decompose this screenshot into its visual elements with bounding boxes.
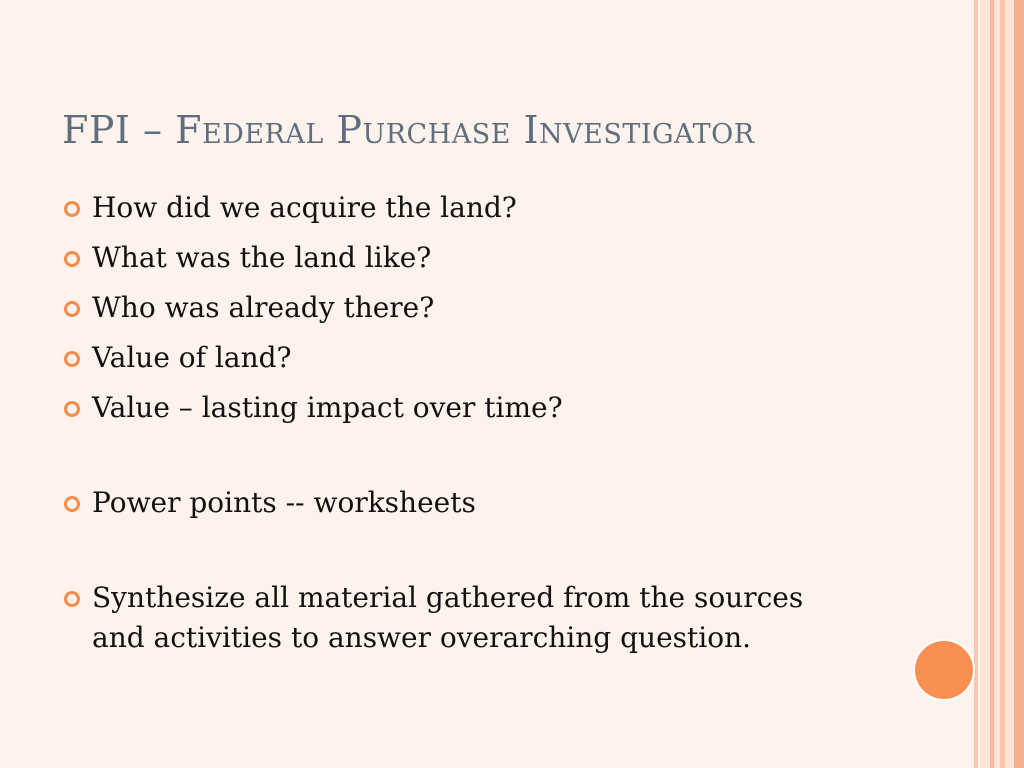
bullet-text: Who was already there? (92, 291, 435, 324)
bullet-circle-icon (64, 301, 80, 317)
bullet-item (62, 388, 862, 428)
bullet-item (62, 338, 862, 378)
bullet-circle-icon (64, 201, 80, 217)
bullet-circle-icon (64, 401, 80, 417)
bullet-item (62, 483, 862, 523)
bullet-text: What was the land like? (92, 241, 432, 274)
border-stripe (1014, 0, 1024, 768)
bullet-list (62, 188, 862, 658)
bullet-text: Value – lasting impact over time? (92, 391, 563, 424)
bullet-item (62, 288, 862, 328)
bullet-circle-icon (64, 496, 80, 512)
border-stripe (1005, 0, 1014, 768)
bullet-circle-icon (64, 351, 80, 367)
bullet-circle-icon (64, 251, 80, 267)
bullet-text: Power points -- worksheets (92, 486, 476, 519)
bullet-text: How did we acquire the land? (92, 191, 517, 224)
border-stripe (974, 0, 978, 768)
slide-title: FPI – Federal Purchase Investigator (62, 108, 755, 152)
bullet-circle-icon (64, 591, 80, 607)
bullet-item (62, 188, 862, 228)
bullet-item (62, 238, 862, 278)
bullet-item (62, 578, 862, 658)
bullet-text: Value of land? (92, 341, 292, 374)
bullet-text: Synthesize all material gathered from the sources and activities to answer overarching question. (92, 581, 804, 654)
border-stripe (980, 0, 990, 768)
decorative-circle (913, 639, 975, 701)
